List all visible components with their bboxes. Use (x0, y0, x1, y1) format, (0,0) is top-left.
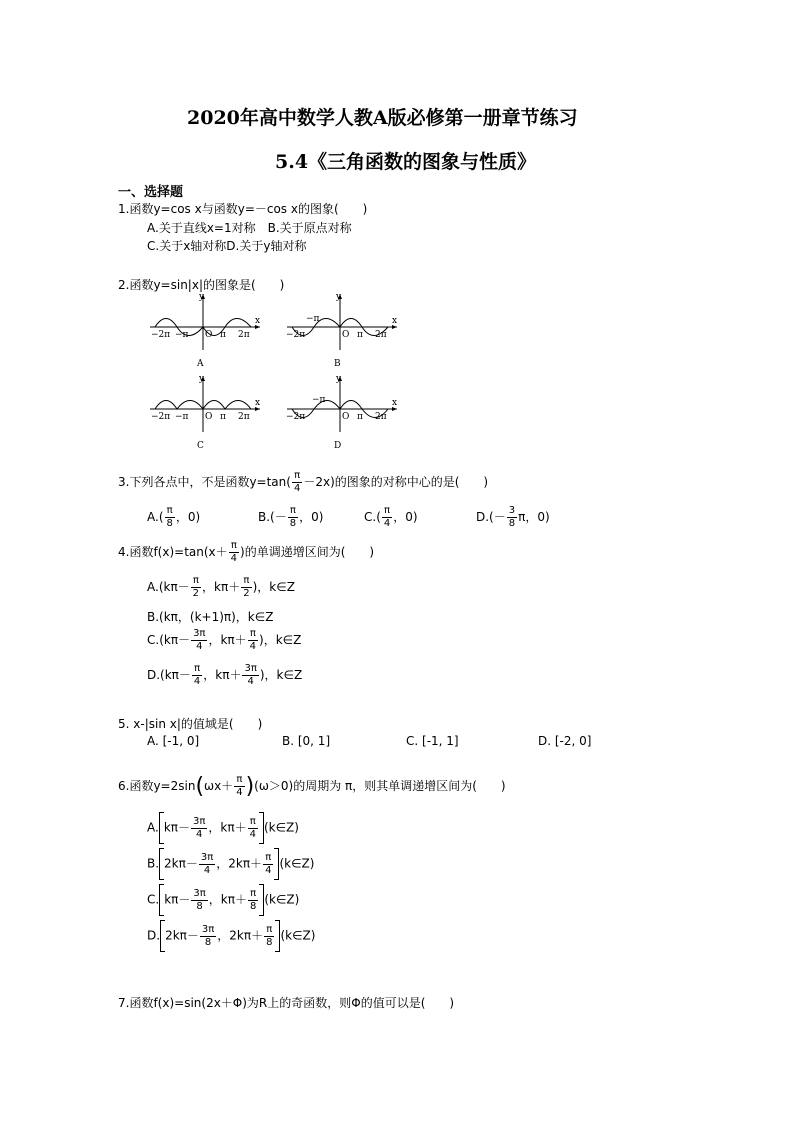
graph-b-x-label: x (392, 316, 398, 326)
graph-a-label: A (197, 359, 204, 369)
graph-b-pi: π (357, 330, 363, 340)
graph-a-origin: O (205, 330, 213, 340)
question-4-option-a: A.(kπ－ $\frac{\pi}{2}$ ，kπ＋ $\frac{\pi}{2}$ )，k∈Z (147, 575, 295, 599)
question-6-option-d: D. 2kπ－ $\frac{3\pi}{8}$ ，2kπ＋ $\frac{\pi}{8}$ (k∈Z) (147, 920, 315, 952)
question-5-option-a: A. [-1, 0] (147, 734, 200, 748)
graph-c-neg2pi: −2π (151, 412, 171, 422)
graph-b-y-label: y (336, 292, 342, 302)
graph-b (282, 290, 402, 370)
graph-a (145, 290, 265, 370)
q3-stem-post: －2x)的图象的对称中心的是( ) (303, 475, 489, 489)
question-3-option-b: B.(－ $\frac{\pi}{8}$ ，0) (258, 505, 324, 529)
question-4-option-b: B.(kπ，(k+1)π)，k∈Z (147, 610, 274, 624)
graph-d-origin: O (342, 412, 350, 422)
question-4-stem: 4.函数f(x)=tan(x＋ $\frac{\pi}{4}$ )的单调递增区间为( ) (118, 540, 375, 564)
graph-a-y-label: y (199, 292, 205, 302)
question-2-stem: 2.函数y=sin|x|的图象是( ) (118, 278, 285, 292)
question-5-option-c: C. [-1, 1] (406, 734, 459, 748)
question-6-option-a: A. kπ－ $\frac{3\pi}{4}$ ，kπ＋ $\frac{\pi}{4}$ (k∈Z) (147, 812, 299, 844)
graph-a-2pi: 2π (238, 330, 250, 340)
graph-d-2pi: 2π (375, 412, 387, 422)
question-1-options-cd: C.关于x轴对称D.关于y轴对称 (147, 239, 307, 253)
question-4-option-c: C.(kπ－ $\frac{3\pi}{4}$ ，kπ＋ $\frac{\pi}{4}$ )，k∈Z (147, 628, 302, 652)
graph-c (145, 372, 265, 452)
question-3-option-c: C.( $\frac{\pi}{4}$ ，0) (364, 505, 418, 529)
question-6-option-b: B. 2kπ－ $\frac{3\pi}{4}$ ，2kπ＋ $\frac{\pi}{4}$ (k∈Z) (147, 848, 314, 880)
graph-d-pi: π (357, 412, 363, 422)
q3-pi-over-4: $\frac{\pi}{4}$ (293, 470, 301, 494)
question-5-option-b: B. [0, 1] (282, 734, 331, 748)
graph-d-neg2pi: −2π (286, 412, 306, 422)
graph-a-x-label: x (255, 316, 261, 326)
question-3-option-d: D.(－ $\frac{3}{8}$ π，0) (476, 505, 550, 529)
question-5-option-d: D. [-2, 0] (538, 734, 592, 748)
graph-c-pi: π (220, 412, 226, 422)
document-subtitle: 5.4《三角函数的图象与性质》 (275, 151, 537, 173)
graph-d-y-label: y (336, 374, 342, 384)
graph-c-origin: O (205, 412, 213, 422)
graph-c-x-label: x (255, 398, 261, 408)
section-heading: 一、选择题 (118, 185, 184, 200)
question-6-option-c: C. kπ－ $\frac{3\pi}{8}$ ，kπ＋ $\frac{\pi}{8}$ (k∈Z) (147, 884, 299, 916)
graph-a-neg2pi: −2π (151, 330, 171, 340)
graph-b-origin: O (342, 330, 350, 340)
document-title: 2020年高中数学人教A版必修第一册章节练习 (187, 107, 578, 129)
graph-a-pi: π (220, 330, 226, 340)
question-3-option-a: A.( $\frac{\pi}{8}$ ，0) (147, 505, 201, 529)
q3-stem-pre: 3.下列各点中，不是函数y=tan( (118, 475, 291, 489)
graph-b-neg2pi: −2π (286, 330, 306, 340)
question-4-option-d: D.(kπ－ $\frac{\pi}{4}$ ，kπ＋ $\frac{3\pi}{4}$ )，k∈Z (147, 663, 303, 687)
question-5-stem: 5. x-|sin x|的值域是( ) (118, 717, 263, 731)
graph-c-negpi: −π (175, 412, 189, 422)
question-1-options-ab: A.关于直线x=1对称 B.关于原点对称 (147, 221, 352, 235)
graph-d-negpi: −π (312, 395, 326, 405)
question-6-stem: 6.函数y=2sin(ωx＋ $\frac{\pi}{4}$ )(ω＞0)的周期为 π，则其单调递增区间为( ) (118, 774, 506, 799)
question-7-stem: 7.函数f(x)=sin(2x＋Φ)为R上的奇函数，则Φ的值可以是( ) (118, 996, 455, 1010)
question-3-stem (118, 470, 488, 495)
graph-c-y-label: y (199, 374, 205, 384)
graph-b-label: B (334, 359, 341, 369)
graph-c-2pi: 2π (238, 412, 250, 422)
graph-d-x-label: x (392, 398, 398, 408)
graph-b-2pi: 2π (375, 330, 387, 340)
graph-d-label: D (334, 441, 342, 451)
graph-d (282, 372, 402, 452)
graph-c-label: C (197, 441, 204, 451)
graph-b-negpi: −π (306, 314, 320, 324)
graph-a-negpi: −π (175, 330, 189, 340)
question-1-stem: 1.函数y=cos x与函数y=－cos x的图象( ) (118, 202, 368, 216)
